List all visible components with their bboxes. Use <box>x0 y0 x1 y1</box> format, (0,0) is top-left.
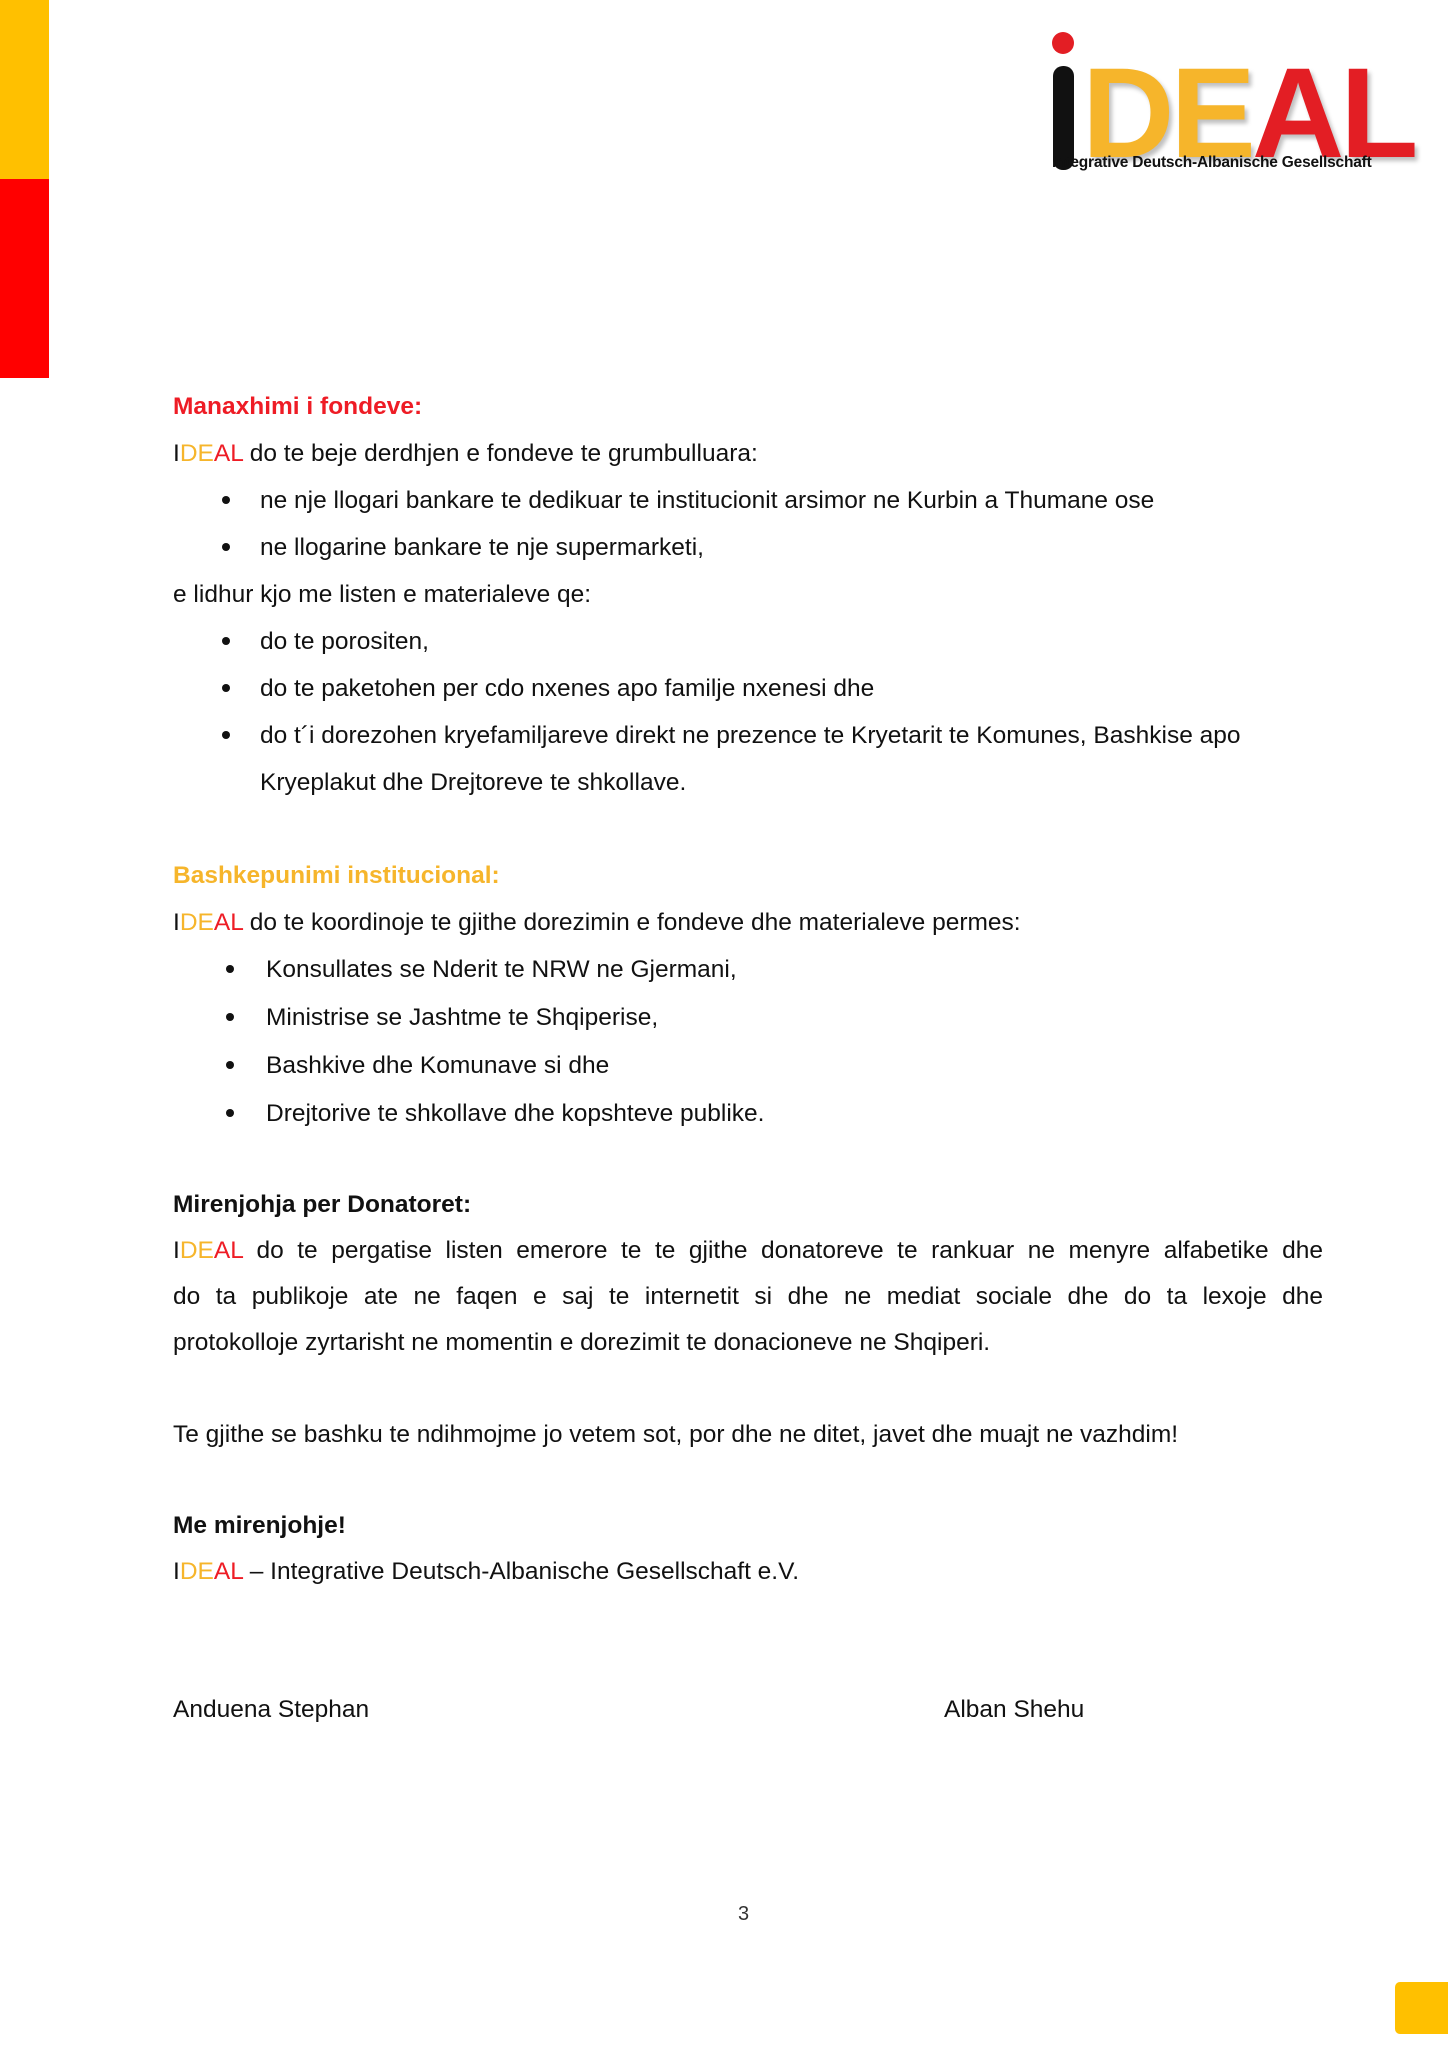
list-item: Bashkive dhe Komunave si dhe <box>266 1052 610 1079</box>
logo-wordmark: DEAL <box>1082 42 1415 185</box>
closing-thanks: Me mirenjohje! <box>173 1512 346 1539</box>
section2-intro: IDEAL do te koordinoje te gjithe dorezimin e fondeve dhe materialeve permes: <box>173 909 1021 936</box>
logo-i-dot <box>1052 32 1074 54</box>
ideal-inline-word: IDEAL <box>173 1558 243 1585</box>
ideal-inline-word: IDEAL <box>173 909 243 936</box>
section3-line-2: do ta publikoje ate ne faqen e saj te internetit si dhe ne mediat sociale dhe do ta lexoje dhe <box>173 1283 1323 1310</box>
list-item: Drejtorive te shkollave dhe kopshteve publike. <box>266 1100 765 1127</box>
list-item: ne llogarine bankare te nje supermarketi, <box>260 534 704 561</box>
bullet-icon <box>222 731 230 739</box>
signature-name-left: Anduena Stephan <box>173 1696 370 1723</box>
page-number: 3 <box>738 1903 750 1925</box>
bullet-icon <box>226 965 234 973</box>
bullet-icon <box>226 1109 234 1117</box>
section3-line-3: protokolloje zyrtarisht ne momentin e dorezimit te donacioneve ne Shqiperi. <box>173 1329 991 1356</box>
closing-appeal: Te gjithe se bashku te ndihmojme jo vetem sot, por dhe ne ditet, javet dhe muajt ne vazhdim! <box>173 1421 1179 1448</box>
bullet-icon <box>226 1013 234 1021</box>
signature-name-right: Alban Shehu <box>944 1696 1085 1723</box>
ideal-logo <box>1052 28 1415 185</box>
list-item: do t´i dorezohen kryefamiljareve direkt ne prezence te Kryetarit te Komunes, Bashkise apo <box>260 722 1241 749</box>
bullet-icon <box>226 1061 234 1069</box>
list-item: Konsullates se Nderit te NRW ne Gjermani, <box>266 956 737 983</box>
list-item-continuation: Kryeplakut dhe Drejtoreve te shkollave. <box>260 769 687 796</box>
section-heading-donor-recognition: Mirenjohja per Donatoret: <box>173 1191 472 1218</box>
section1-intro: IDEAL do te beje derdhjen e fondeve te grumbulluara: <box>173 440 758 467</box>
closing-organization: IDEAL – Integrative Deutsch-Albanische Gesellschaft e.V. <box>173 1558 800 1585</box>
bullet-icon <box>222 637 230 645</box>
section-heading-fund-management: Manaxhimi i fondeve: <box>173 393 423 420</box>
bullet-icon <box>222 543 230 551</box>
list-item: do te porositen, <box>260 628 429 655</box>
section1-middle-line: e lidhur kjo me listen e materialeve qe: <box>173 581 592 608</box>
corner-square-decoration <box>1395 1982 1448 2034</box>
list-item: Ministrise se Jashtme te Shqiperise, <box>266 1004 659 1031</box>
list-item: do te paketohen per cdo nxenes apo familje nxenesi dhe <box>260 675 875 702</box>
list-item: ne nje llogari bankare te dedikuar te institucionit arsimor ne Kurbin a Thumane ose <box>260 487 1155 514</box>
bullet-icon <box>222 684 230 692</box>
section-heading-institutional-cooperation: Bashkepunimi institucional: <box>173 862 500 889</box>
left-bar-yellow <box>0 0 49 179</box>
section3-line-1: IDEAL do te pergatise listen emerore te te gjithe donatoreve te rankuar ne menyre alfabetike dhe <box>173 1237 1323 1264</box>
ideal-inline-word: IDEAL <box>173 1237 243 1264</box>
logo-subtitle: Integrative Deutsch-Albanische Gesellschaft <box>1052 154 1372 171</box>
ideal-inline-word: IDEAL <box>173 440 243 467</box>
bullet-icon <box>222 496 230 504</box>
left-bar-red <box>0 179 49 378</box>
